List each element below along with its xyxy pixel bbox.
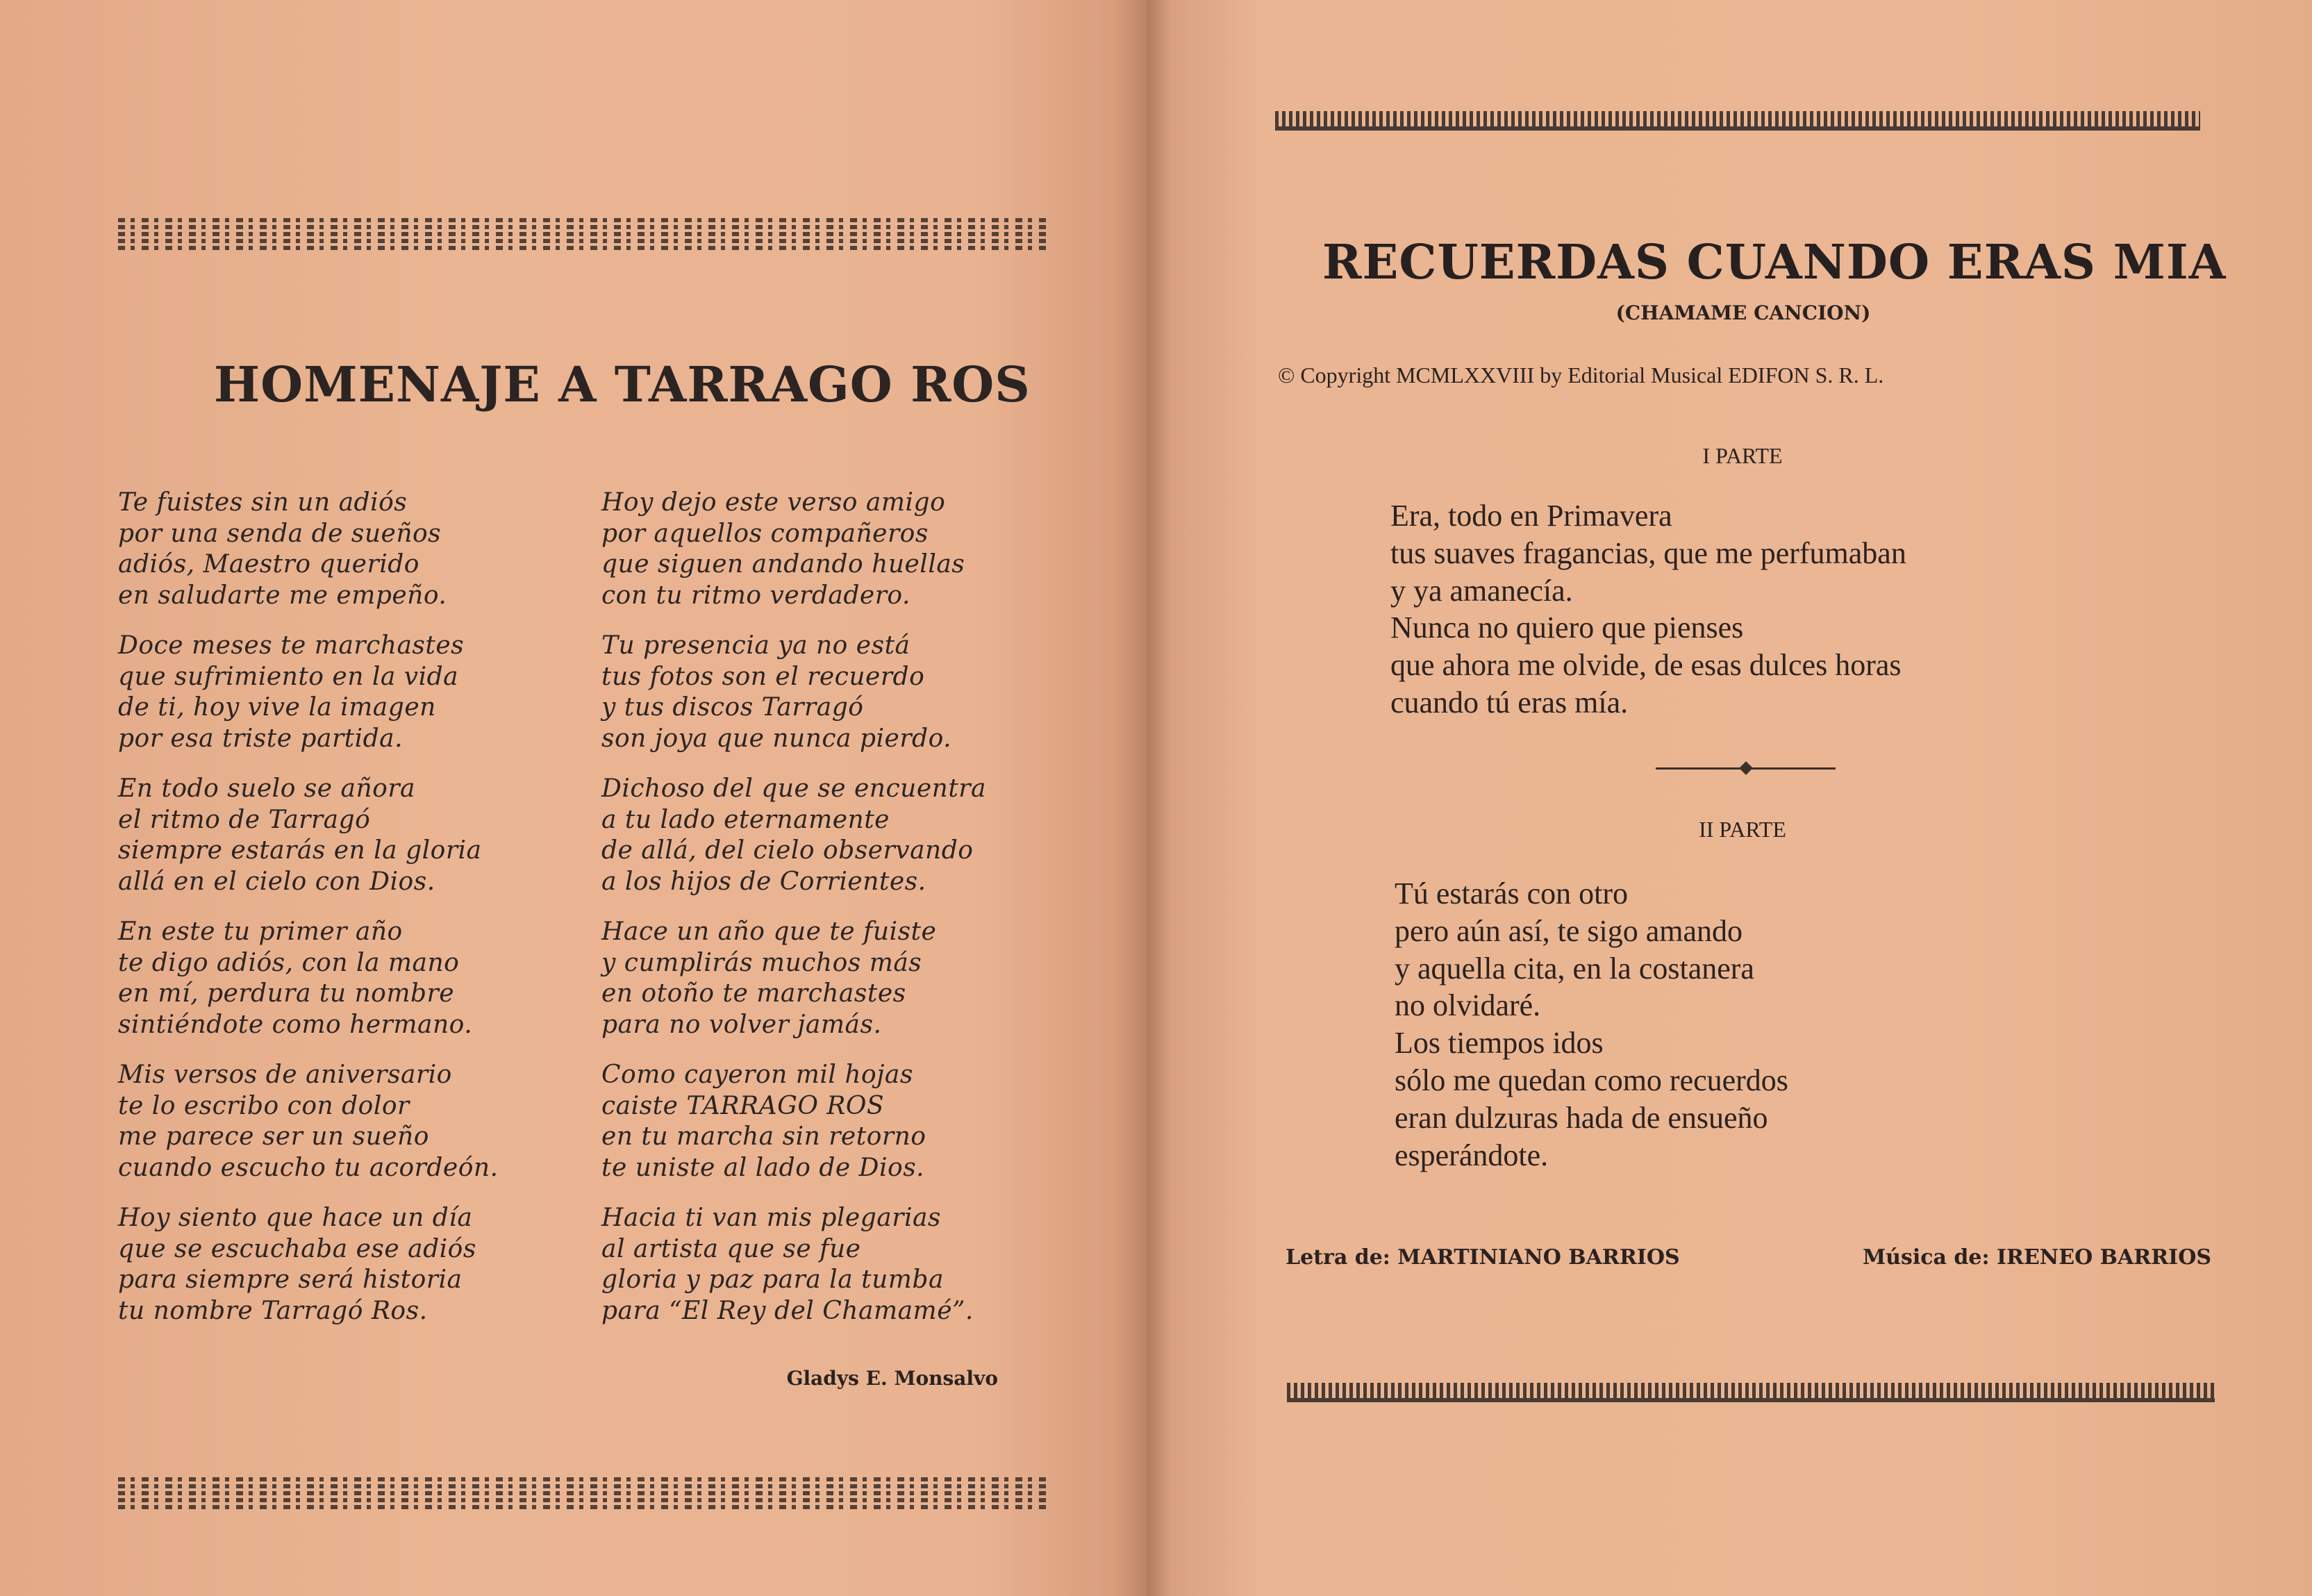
- poem-stanza: [118, 488, 447, 611]
- lyric-line: eran dulzuras hada de ensueño: [1395, 1100, 1768, 1135]
- lyric-line: cuando tú eras mía.: [1390, 685, 1629, 720]
- poem-line: Hacia ti van mis plegarias: [601, 1204, 941, 1232]
- poem-line: que sufrimiento en la vida: [118, 662, 459, 691]
- poem-stanza: [601, 1060, 926, 1183]
- poem-line: te lo escribo con dolor: [118, 1091, 410, 1120]
- poem-line: en otoño te marchastes: [601, 979, 906, 1008]
- top-ornament-border: [1275, 111, 2200, 131]
- poem-line: por esa triste partida.: [118, 724, 404, 753]
- poem-line: Hoy dejo este verso amigo: [601, 488, 946, 517]
- poem-line: tu nombre Tarragó Ros.: [118, 1296, 428, 1325]
- poem-line: En este tu primer año: [118, 917, 403, 946]
- lyric-line: esperándote.: [1395, 1138, 1549, 1172]
- copyright-notice: © Copyright MCMLXXVIII by Editorial Musical EDIFON S. R. L.: [1278, 363, 1884, 388]
- poem-line: te digo adiós, con la mano: [118, 948, 460, 977]
- poem-line: Tu presencia ya no está: [601, 631, 910, 660]
- lyric-line: y aquella cita, en la costanera: [1395, 951, 1754, 986]
- poem-line: por una senda de sueños: [118, 519, 442, 548]
- poem-line: te uniste al lado de Dios.: [601, 1153, 925, 1182]
- part-2-heading: II PARTE: [1699, 817, 1786, 842]
- poem-line: adiós, Maestro querido: [118, 550, 419, 579]
- song-title: RECUERDAS CUANDO ERAS MIA: [1322, 235, 2227, 290]
- poem-line: y cumplirás muchos más: [601, 948, 922, 977]
- poem-stanza: [601, 488, 965, 611]
- part-1-lyrics: [1390, 497, 1906, 722]
- divider-diamond-icon: [1739, 761, 1753, 775]
- lyric-line: no olvidaré.: [1395, 988, 1541, 1023]
- lyric-line: sólo me quedan como recuerdos: [1395, 1063, 1788, 1097]
- poem-line: el ritmo de Tarragó: [118, 805, 371, 834]
- poem-line: para “El Rey del Chamamé”.: [601, 1296, 974, 1325]
- poem-line: a tu lado eternamente: [601, 805, 890, 834]
- song-genre: (CHAMAME CANCION): [1615, 301, 1871, 324]
- poem-line: son joya que nunca pierdo.: [601, 724, 952, 753]
- poem-stanza: [118, 1060, 499, 1183]
- left-page: [0, 0, 1147, 1596]
- poem-line: para siempre será historia: [118, 1265, 463, 1295]
- poem-line: Dichoso del que se encuentra: [601, 774, 986, 803]
- part-2-lyrics: [1395, 875, 1788, 1174]
- poem-line: cuando escucho tu acordeón.: [118, 1153, 499, 1182]
- poem-line: Hace un año que te fuiste: [601, 917, 937, 946]
- poem-line: Doce meses te marchastes: [118, 631, 465, 660]
- poem-line: sintiéndote como hermano.: [118, 1010, 473, 1039]
- poem-line: a los hijos de Corrientes.: [601, 867, 926, 896]
- poem-author: Gladys E. Monsalvo: [786, 1367, 998, 1390]
- poem-line: en mí, perdura tu nombre: [118, 979, 455, 1008]
- poem-line: Mis versos de aniversario: [118, 1061, 452, 1089]
- lyric-line: Nunca no quiero que pienses: [1390, 610, 1744, 645]
- poem-line: tus fotos son el recuerdo: [601, 662, 925, 691]
- poem-stanza: [118, 917, 472, 1040]
- poem-stanza: [601, 1203, 974, 1327]
- poem-line: En todo suelo se añora: [118, 774, 416, 803]
- poem-line: para no volver jamás.: [601, 1010, 882, 1039]
- poem-line: que se escuchaba ese adiós: [118, 1234, 476, 1263]
- poem-line: allá en el cielo con Dios.: [118, 867, 435, 896]
- poem-stanza: [118, 631, 464, 754]
- poem-line: Hoy siento que hace un día: [118, 1204, 473, 1232]
- top-ornament-border: [118, 218, 1047, 250]
- lyrics-credit: Letra de: MARTINIANO BARRIOS: [1286, 1245, 1680, 1270]
- poem-line: por aquellos compañeros: [601, 519, 929, 548]
- poem-stanza: [118, 1203, 476, 1327]
- poem-line: caiste TARRAGO ROS: [601, 1091, 885, 1120]
- poem-line: siempre estarás en la gloria: [118, 836, 482, 865]
- part-1-heading: I PARTE: [1702, 443, 1783, 468]
- poem-line: al artista que se fue: [601, 1234, 861, 1263]
- lyric-line: tus suaves fragancias, que me perfumaban: [1390, 535, 1906, 570]
- music-credit: Música de: IRENEO BARRIOS: [1862, 1245, 2211, 1270]
- poem-stanza: [601, 917, 936, 1040]
- poem-line: y tus discos Tarragó: [601, 693, 864, 722]
- poem-title: HOMENAJE A TARRAGO ROS: [214, 356, 1031, 413]
- poem-line: que siguen andando huellas: [601, 550, 965, 579]
- poem-line: de allá, del cielo observando: [601, 836, 974, 865]
- poem-stanza: [601, 774, 986, 897]
- poem-line: en tu marcha sin retorno: [601, 1122, 926, 1152]
- lyric-line: que ahora me olvide, de esas dulces horas: [1390, 648, 1902, 683]
- bottom-ornament-border: [1287, 1383, 2215, 1402]
- bottom-ornament-border: [118, 1477, 1047, 1509]
- poem-line: de ti, hoy vive la imagen: [118, 693, 436, 722]
- lyric-line: y ya amanecía.: [1390, 573, 1573, 608]
- poem-line: Te fuistes sin un adiós: [118, 488, 408, 517]
- poem-line: con tu ritmo verdadero.: [601, 581, 910, 610]
- lyric-line: Tú estarás con otro: [1395, 876, 1628, 911]
- lyric-line: pero aún así, te sigo amando: [1395, 913, 1743, 948]
- poem-line: me parece ser un sueño: [118, 1122, 429, 1152]
- poem-line: gloria y paz para la tumba: [601, 1265, 944, 1295]
- poem-line: Como cayeron mil hojas: [601, 1061, 913, 1089]
- poem-line: en saludarte me empeño.: [118, 581, 447, 610]
- lyric-line: Era, todo en Primavera: [1390, 499, 1672, 533]
- poem-stanza: [601, 631, 951, 754]
- right-page: [1147, 0, 2312, 1596]
- poem-stanza: [118, 774, 482, 897]
- lyric-line: Los tiempos idos: [1395, 1026, 1604, 1061]
